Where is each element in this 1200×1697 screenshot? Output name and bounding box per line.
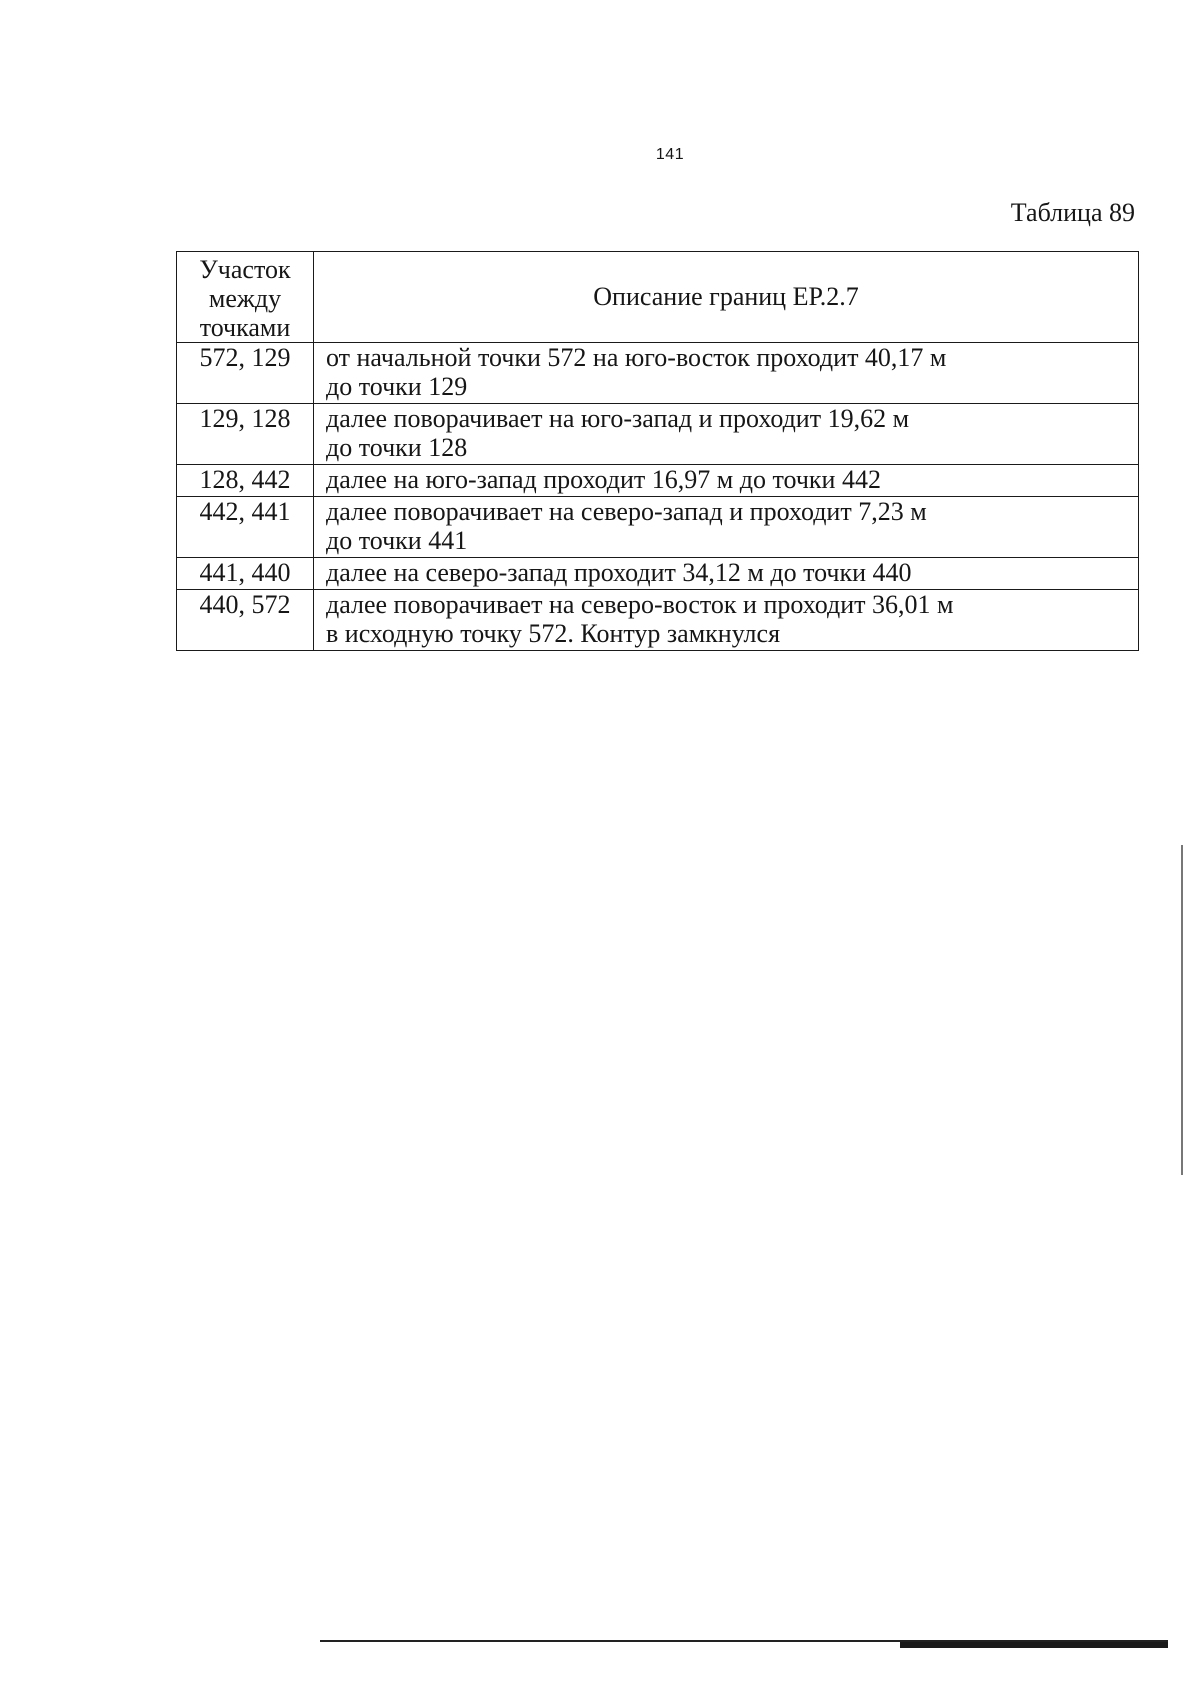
table-row xyxy=(177,343,1139,404)
segment-cell: 442, 441 xyxy=(177,497,314,558)
segment-cell: 572, 129 xyxy=(177,343,314,404)
description-cell xyxy=(314,343,1139,404)
description-line: до точки 129 xyxy=(326,372,468,401)
description-line: далее поворачивает на северо-запад и проходит 7,23 м xyxy=(326,497,927,526)
description-line: далее на юго-запад проходит 16,97 м до точки 442 xyxy=(326,465,881,494)
header-segment-line: между xyxy=(208,284,282,313)
description-line: далее на северо-запад проходит 34,12 м до точки 440 xyxy=(326,558,912,587)
description-line: до точки 128 xyxy=(326,433,468,462)
description-cell xyxy=(314,590,1139,651)
description-line: далее поворачивает на юго-запад и проходит 19,62 м xyxy=(326,404,910,433)
scan-edge-line xyxy=(1181,845,1183,1175)
description-line: в исходную точку 572. Контур замкнулся xyxy=(326,619,781,648)
segment-cell: 128, 442 xyxy=(177,465,314,497)
header-boundary-description: Описание границ ЕР.2.7 xyxy=(314,252,1139,343)
header-segment-line: Участок xyxy=(199,255,291,284)
header-segment-between-points xyxy=(177,252,314,343)
description-line: далее поворачивает на северо-восток и проходит 36,01 м xyxy=(326,590,954,619)
segment-cell: 440, 572 xyxy=(177,590,314,651)
table-row xyxy=(177,497,1139,558)
table-row xyxy=(177,465,1139,497)
description-cell xyxy=(314,497,1139,558)
boundary-description-table xyxy=(176,251,1139,651)
segment-cell: 129, 128 xyxy=(177,404,314,465)
description-line: до точки 441 xyxy=(326,526,468,555)
description-cell xyxy=(314,558,1139,590)
description-cell xyxy=(314,404,1139,465)
header-segment-line: точками xyxy=(199,313,291,342)
table-header-row xyxy=(177,252,1139,343)
table-row xyxy=(177,558,1139,590)
table-row xyxy=(177,590,1139,651)
description-line: от начальной точки 572 на юго-восток проходит 40,17 м xyxy=(326,343,947,372)
page-number: 141 xyxy=(655,146,685,163)
footer-rule-thick xyxy=(900,1642,1168,1648)
description-cell xyxy=(314,465,1139,497)
segment-cell: 441, 440 xyxy=(177,558,314,590)
table-row xyxy=(177,404,1139,465)
table-caption: Таблица 89 xyxy=(1010,198,1135,227)
